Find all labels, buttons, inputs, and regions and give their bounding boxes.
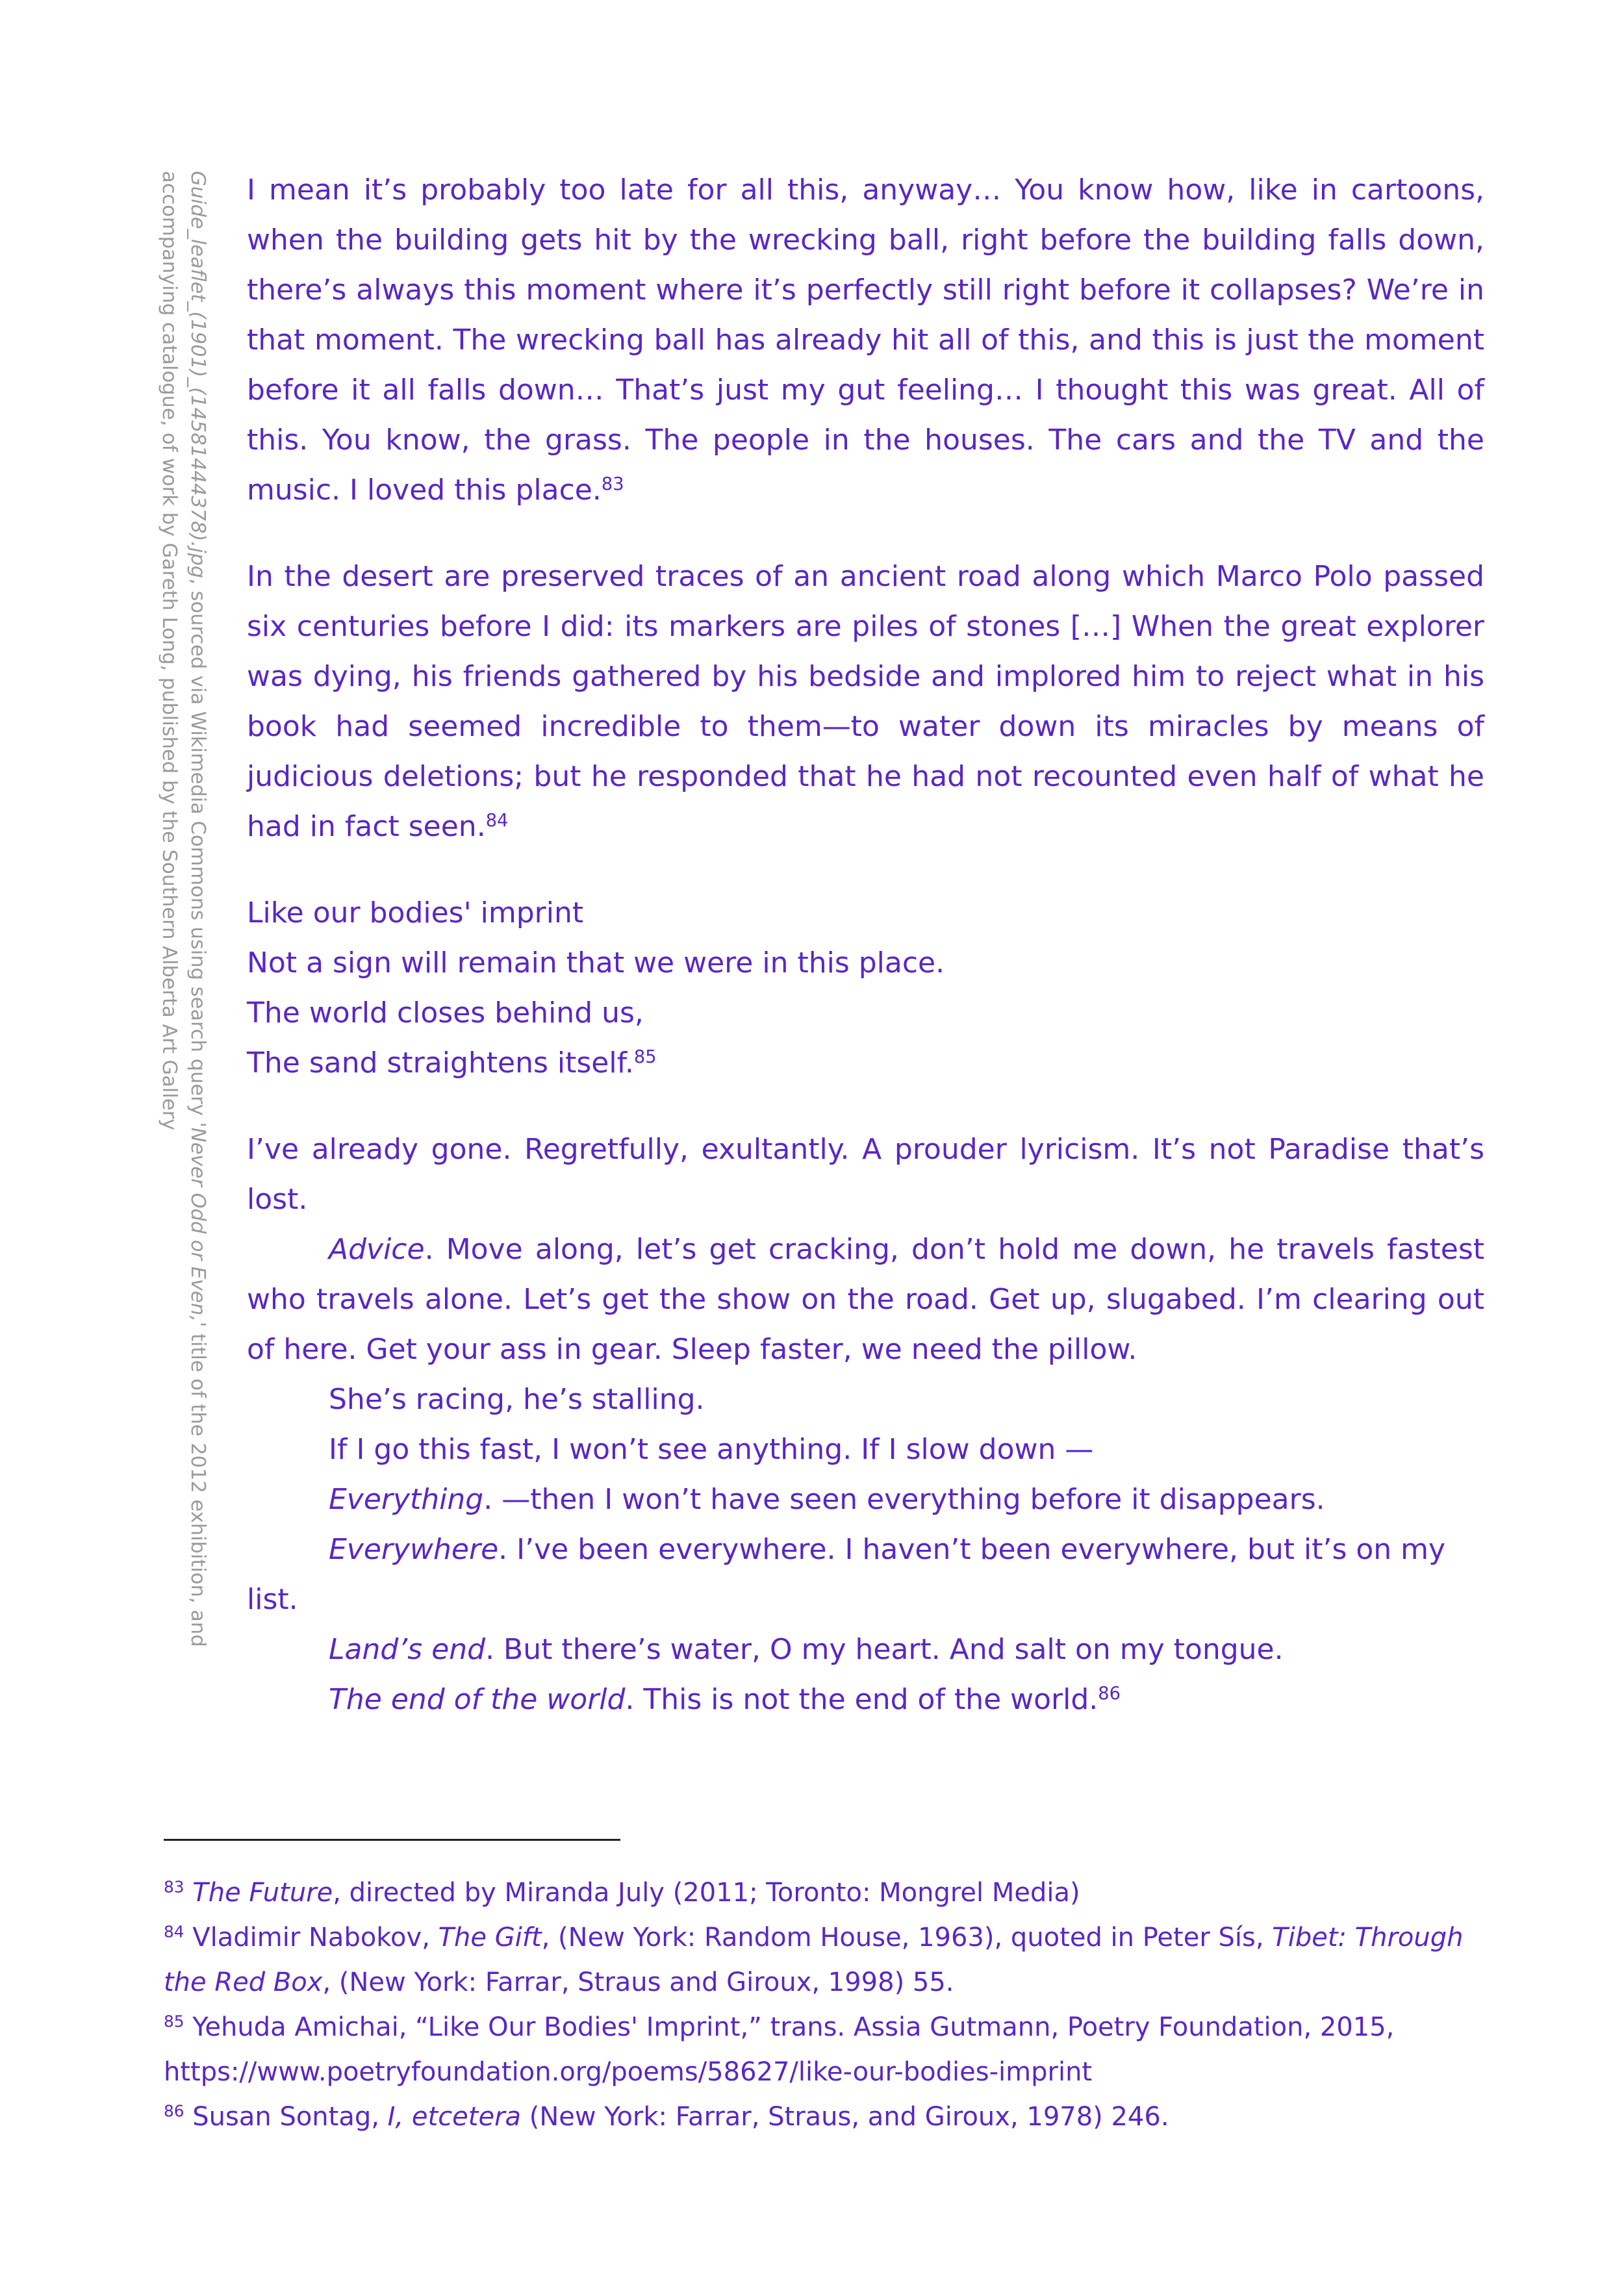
image-credit-sidebar bbox=[153, 171, 212, 1652]
term-everywhere: Everywhere bbox=[329, 1533, 499, 1566]
footnote-ref-86[interactable]: 86 bbox=[1098, 1684, 1121, 1704]
footnote-83 bbox=[164, 1871, 1502, 1916]
term-end-of-world: The end of the world bbox=[329, 1683, 626, 1716]
footnote-86 bbox=[164, 2095, 1502, 2140]
paragraph-text: In the desert are preserved traces of an ancient road along which Marco Polo passed six centuries before I did: its markers are piles of stones […] When the great explorer was dying, his friends gathered by his bedside and implored him to reject what in his book had seemed incredible to them—to water down its miracles by means of judicious deletions; but he responded that he had not recounted even half of what he had in fact seen. bbox=[247, 560, 1484, 843]
poem-line: Like our bodies' imprint bbox=[247, 896, 584, 930]
footnote-divider bbox=[164, 1839, 620, 1841]
poem-line: The world closes behind us, bbox=[247, 996, 644, 1030]
footnote-text: , (New York: Farrar, Straus and Giroux, 1998) 55. bbox=[322, 1967, 954, 1997]
sontag-paragraph-advice bbox=[247, 1224, 1484, 1374]
footnote-number: 84 bbox=[164, 1922, 184, 1941]
sontag-line-slow-down: If I go this fast, I won’t see anything. If I slow down — bbox=[329, 1433, 1094, 1466]
paragraph-text: . I’ve been everywhere. I haven’t been everywhere, but it’s on my list. bbox=[247, 1533, 1446, 1616]
footnote-text: Yehuda Amichai, “Like Our Bodies' Imprint,” trans. Assia Gutmann, Poetry Foundation, 2015, https://www.poetryfoundation.org/poems/58627/like-our-bodies-imprint bbox=[164, 2012, 1395, 2087]
term-advice: Advice bbox=[329, 1233, 425, 1266]
footnote-text: (New York: Farrar, Straus, and Giroux, 1978) 246. bbox=[521, 2102, 1169, 2132]
term-lands-end: Land’s end bbox=[329, 1633, 486, 1666]
poem-line bbox=[247, 1038, 1484, 1088]
footnotes bbox=[164, 1871, 1502, 2140]
sontag-line-racing: She’s racing, he’s stalling. bbox=[329, 1383, 705, 1416]
quote-paragraph-nabokov bbox=[247, 551, 1484, 852]
footnote-text: Vladimir Nabokov, bbox=[192, 1923, 438, 1953]
footnote-text: , directed by Miranda July (2011; Toronto: Mongrel Media) bbox=[333, 1878, 1080, 1908]
credit-middle: , sourced via Wikimedia Commons using search query bbox=[186, 578, 209, 1122]
footnote-text: , (New York: Random House, 1963), quoted in Peter Sís, bbox=[541, 1923, 1273, 1953]
footnote-ref-83[interactable]: 83 bbox=[601, 474, 624, 494]
footnote-text: Susan Sontag, bbox=[192, 2102, 388, 2132]
paragraph-text: . But there’s water, O my heart. And salt on my tongue. bbox=[485, 1633, 1284, 1666]
poem-amichai bbox=[247, 888, 1484, 1088]
sontag-paragraph-end-of-world bbox=[247, 1675, 1484, 1725]
poem-line: Not a sign will remain that we were in this place. bbox=[247, 946, 945, 980]
poem-line-text: The sand straightens itself. bbox=[247, 1046, 634, 1080]
sontag-paragraph-everything bbox=[247, 1474, 1484, 1524]
footnote-title: Tibet: Through the Red Box bbox=[164, 1923, 1464, 1997]
paragraph-text: . Move along, let’s get cracking, don’t hold me down, he travels fastest who travels alone. Let’s get the show on the road. Get up, slugabed. I’m clearing out of here. Get your ass in gear. Sleep faster, we need the pillow. bbox=[247, 1233, 1484, 1366]
sontag-paragraph-lands-end bbox=[247, 1625, 1484, 1675]
footnote-number: 86 bbox=[164, 2101, 184, 2121]
sontag-paragraph-everywhere bbox=[247, 1524, 1484, 1625]
quote-paragraph-july bbox=[247, 165, 1484, 515]
footnote-ref-84[interactable]: 84 bbox=[485, 811, 509, 831]
paragraph-text: I mean it’s probably too late for all this, anyway… You know how, like in cartoons, when the building gets hit by the wrecking ball, right before the building falls down, there’s always this moment where it’s perfectly still right before it collapses? We’re in that moment. The wrecking ball has already hit all of this, and this is just the moment before it all falls down… That’s just my gut feeling… I thought this was great. All of this. You know, the grass. The people in the houses. The cars and the TV and the music. I loved this place. bbox=[247, 173, 1484, 507]
footnote-85 bbox=[164, 2005, 1502, 2095]
sontag-paragraph-intro: I’ve already gone. Regretfully, exultantly. A prouder lyricism. It’s not Paradise that’s lost. bbox=[247, 1133, 1484, 1216]
credit-end: title of the 2012 exhibition, and accompanying catalogue, of work by Gareth Long, published by the Southern Alberta Art Gallery bbox=[158, 171, 209, 1647]
paragraph-text: . —then I won’t have seen everything before it disappears. bbox=[483, 1483, 1325, 1516]
footnote-84 bbox=[164, 1916, 1502, 2005]
footnote-number: 85 bbox=[164, 2012, 184, 2031]
footnote-title: I, etcetera bbox=[387, 2102, 522, 2132]
footnote-title: The Gift bbox=[438, 1923, 542, 1953]
footnote-number: 83 bbox=[164, 1877, 184, 1897]
main-text bbox=[247, 165, 1484, 1725]
credit-query: 'Never Odd or Even,' bbox=[186, 1122, 209, 1328]
credit-filename: Guide_leaflet_(1901)_(14581444378).jpg bbox=[186, 171, 209, 579]
footnote-ref-85[interactable]: 85 bbox=[633, 1047, 657, 1067]
paragraph-text: . This is not the end of the world. bbox=[625, 1683, 1098, 1716]
term-everything: Everything bbox=[329, 1483, 484, 1516]
footnote-title: The Future bbox=[192, 1878, 333, 1908]
